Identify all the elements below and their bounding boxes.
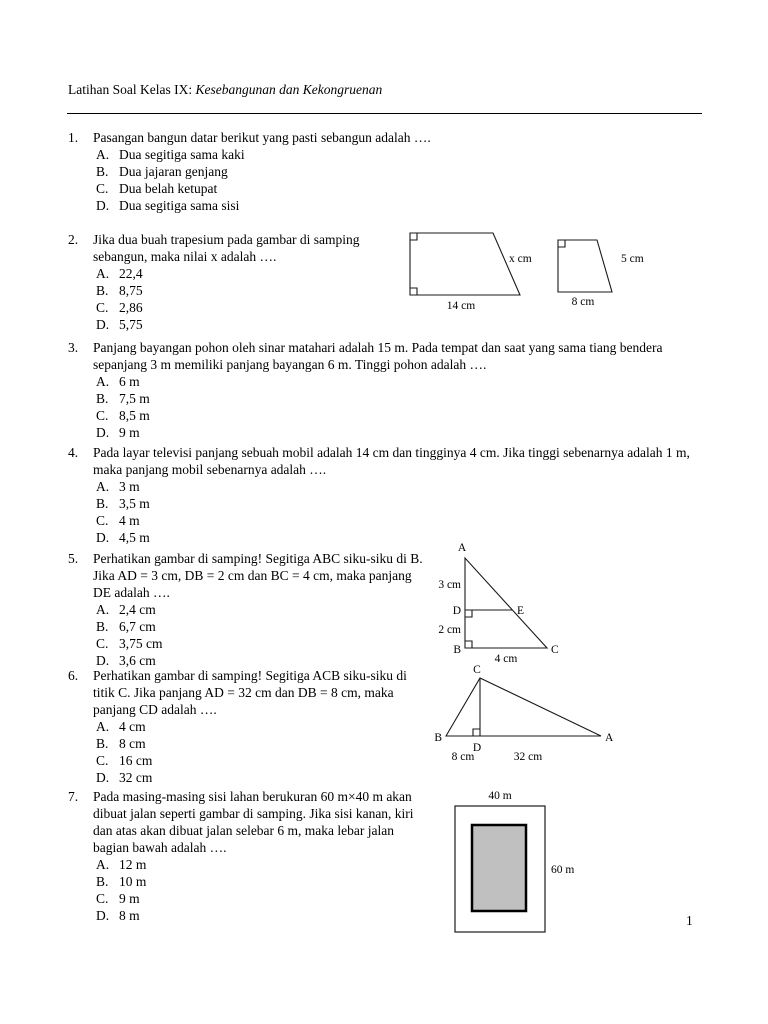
- question-text: Pasangan bangun datar berikut yang pasti sebangun adalah ….: [93, 130, 431, 145]
- option-letter: D.: [96, 530, 110, 545]
- option-b: [96, 735, 430, 752]
- option-text: 32 cm: [119, 770, 153, 785]
- land-width-label: 40 m: [488, 790, 512, 802]
- trapezoid-large-outline: [410, 233, 520, 295]
- options-list: [93, 478, 701, 546]
- document-title: [68, 81, 382, 98]
- option-d: [96, 529, 701, 546]
- question-number: 4.: [68, 445, 79, 460]
- option-text: 8 cm: [119, 736, 146, 751]
- option-c: [96, 635, 430, 652]
- segment-da-label: 32 cm: [513, 751, 543, 763]
- vertex-b-label: B: [453, 644, 461, 656]
- title-prefix: Latihan Soal Kelas IX:: [68, 82, 196, 97]
- option-letter: D.: [96, 425, 110, 440]
- title-topic: Kesebangunan dan Kekongruenan: [195, 82, 383, 97]
- option-letter: A.: [96, 266, 110, 281]
- option-text: Dua segitiga sama sisi: [119, 198, 240, 213]
- question-text: Jika dua buah trapesium pada gambar di samping sebangun, maka nilai x adalah ….: [93, 232, 360, 264]
- question-7: [68, 788, 433, 924]
- option-letter: B.: [96, 164, 109, 179]
- page-number: 1: [686, 913, 693, 928]
- option-d: [96, 424, 701, 441]
- vertex-b-label: B: [434, 732, 442, 744]
- question-body: [93, 667, 430, 786]
- option-letter: B.: [96, 391, 109, 406]
- option-d: [96, 769, 430, 786]
- option-text: 2,86: [119, 300, 143, 315]
- option-text: 9 m: [119, 425, 140, 440]
- figure-triangle-abc: [435, 540, 570, 668]
- question-6: [68, 667, 430, 786]
- segment-db-label: 2 cm: [438, 624, 461, 636]
- question-3: [68, 339, 701, 441]
- options-list: [93, 373, 701, 441]
- option-text: 2,4 cm: [119, 602, 156, 617]
- option-letter: C.: [96, 636, 109, 651]
- question-body: [93, 788, 433, 924]
- options-list: [93, 265, 406, 333]
- figure-triangle-acb: [430, 663, 615, 763]
- option-c: [96, 512, 701, 529]
- option-letter: D.: [96, 317, 110, 332]
- option-a: [96, 478, 701, 495]
- figure-land-plot: [448, 786, 580, 938]
- right-angle-at-d-icon: [465, 610, 472, 617]
- option-text: 6,7 cm: [119, 619, 156, 634]
- option-letter: D.: [96, 198, 110, 213]
- option-text: 4 cm: [119, 719, 146, 734]
- option-text: 10 m: [119, 874, 147, 889]
- option-text: 3,5 m: [119, 496, 150, 511]
- vertex-c-label: C: [473, 664, 481, 676]
- question-text: Perhatikan gambar di samping! Segitiga ACB siku-siku di titik C. Jika panjang AD = 32 cm dan DB = 8 cm, maka panjang CD adalah ….: [93, 668, 407, 717]
- right-angle-at-b-icon: [465, 641, 472, 648]
- vertex-c-label: C: [551, 644, 559, 656]
- option-text: Dua belah ketupat: [119, 181, 218, 196]
- label-base-14: 14 cm: [446, 300, 476, 312]
- figure-trapezoids: [405, 226, 670, 318]
- options-list: [93, 601, 430, 669]
- question-number: 7.: [68, 789, 79, 804]
- option-letter: C.: [96, 753, 109, 768]
- question-body: [93, 339, 701, 441]
- option-b: [96, 618, 430, 635]
- vertex-a-label: A: [605, 732, 614, 744]
- option-c: [96, 299, 406, 316]
- option-letter: C.: [96, 408, 109, 423]
- option-a: [96, 601, 430, 618]
- question-number: 5.: [68, 551, 79, 566]
- vertex-a-label: A: [457, 542, 467, 554]
- option-letter: D.: [96, 908, 110, 923]
- segment-bd-label: 8 cm: [451, 751, 475, 763]
- option-a: [96, 146, 701, 163]
- option-letter: C.: [96, 513, 109, 528]
- option-a: [96, 718, 430, 735]
- question-number: 2.: [68, 232, 79, 247]
- option-text: 9 m: [119, 891, 140, 906]
- option-letter: B.: [96, 619, 109, 634]
- option-letter: C.: [96, 181, 109, 196]
- vertex-e-label: E: [517, 605, 525, 617]
- option-text: 8,5 m: [119, 408, 150, 423]
- question-text: Panjang bayangan pohon oleh sinar matahari adalah 15 m. Pada tempat dan saat yang sama tiang bendera sepanjang 3 m memiliki panjang bayangan 6 m. Tinggi pohon adalah ….: [93, 340, 663, 372]
- option-c: [96, 890, 433, 907]
- option-b: [96, 495, 701, 512]
- trapezoids-svg: [405, 226, 670, 318]
- option-text: 3 m: [119, 479, 140, 494]
- question-body: [93, 550, 430, 669]
- option-text: 4,5 m: [119, 530, 150, 545]
- option-d: [96, 197, 701, 214]
- option-c: [96, 407, 701, 424]
- question-1: [68, 129, 701, 214]
- label-side-5: 5 cm: [621, 253, 644, 265]
- question-number: 1.: [68, 130, 79, 145]
- option-text: 12 m: [119, 857, 147, 872]
- option-text: 7,5 m: [119, 391, 150, 406]
- question-text: Pada masing-masing sisi lahan berukuran 60 m×40 m akan dibuat jalan seperti gambar di samping. Jika sisi kanan, kiri dan atas akan dibuat jalan selebar 6 m, maka lebar jalan bagian bawah adalah ….: [93, 789, 414, 855]
- vertex-d-label: D: [472, 742, 482, 754]
- option-letter: D.: [96, 653, 110, 668]
- option-letter: B.: [96, 283, 109, 298]
- option-text: 22,4: [119, 266, 143, 281]
- option-letter: A.: [96, 374, 110, 389]
- option-letter: D.: [96, 770, 110, 785]
- triangle-abc-svg: [435, 540, 570, 668]
- option-b: [96, 873, 433, 890]
- option-a: [96, 265, 406, 282]
- option-a: [96, 373, 701, 390]
- option-text: 3,6 cm: [119, 653, 156, 668]
- question-number: 3.: [68, 340, 79, 355]
- option-text: 8 m: [119, 908, 140, 923]
- option-c: [96, 752, 430, 769]
- option-letter: C.: [96, 891, 109, 906]
- trapezoid-small-outline: [558, 240, 612, 292]
- land-plot-svg: [448, 786, 580, 938]
- label-x-side: x cm: [509, 253, 532, 265]
- option-text: Dua jajaran genjang: [119, 164, 228, 179]
- header-divider: [67, 113, 702, 114]
- option-letter: A.: [96, 857, 110, 872]
- trapezoid-large-right-angle-top-icon: [410, 233, 417, 240]
- right-angle-at-d-icon: [473, 729, 480, 736]
- option-text: 8,75: [119, 283, 143, 298]
- option-c: [96, 180, 701, 197]
- question-4: [68, 444, 701, 546]
- option-d: [96, 316, 406, 333]
- label-base-8: 8 cm: [571, 296, 595, 308]
- question-text: Perhatikan gambar di samping! Segitiga ABC siku-siku di B. Jika AD = 3 cm, DB = 2 cm dan BC = 4 cm, maka panjang DE adalah ….: [93, 551, 423, 600]
- triangle-abc-outline: [465, 558, 547, 648]
- question-body: [93, 444, 701, 546]
- segment-ad-label: 3 cm: [438, 579, 461, 591]
- triangle-acb-svg: [430, 663, 615, 763]
- vertex-d-label: D: [452, 605, 461, 617]
- option-letter: B.: [96, 496, 109, 511]
- option-text: 6 m: [119, 374, 140, 389]
- question-body: [93, 129, 701, 214]
- option-b: [96, 282, 406, 299]
- option-b: [96, 163, 701, 180]
- trapezoid-large-right-angle-bottom-icon: [410, 288, 417, 295]
- option-letter: A.: [96, 602, 110, 617]
- option-text: Dua segitiga sama kaki: [119, 147, 245, 162]
- option-b: [96, 390, 701, 407]
- option-letter: A.: [96, 147, 110, 162]
- option-text: 3,75 cm: [119, 636, 163, 651]
- option-a: [96, 856, 433, 873]
- option-letter: C.: [96, 300, 109, 315]
- options-list: [93, 856, 433, 924]
- question-body: [93, 231, 406, 333]
- option-letter: A.: [96, 719, 110, 734]
- question-text: Pada layar televisi panjang sebuah mobil adalah 14 cm dan tingginya 4 cm. Jika tinggi sebenarnya adalah 1 m, maka panjang mobil sebenarnya adalah ….: [93, 445, 690, 477]
- option-letter: A.: [96, 479, 110, 494]
- land-inner-rect: [472, 825, 526, 911]
- option-d: [96, 907, 433, 924]
- option-text: 5,75: [119, 317, 143, 332]
- options-list: [93, 718, 430, 786]
- options-list: [93, 146, 701, 214]
- trapezoid-small-right-angle-top-icon: [558, 240, 565, 247]
- question-5: [68, 550, 430, 669]
- option-letter: B.: [96, 874, 109, 889]
- question-2: [68, 231, 406, 333]
- triangle-acb-outline: [446, 678, 601, 736]
- option-text: 16 cm: [119, 753, 153, 768]
- segment-bc-label: 4 cm: [494, 653, 518, 665]
- land-height-label: 60 m: [551, 864, 575, 876]
- question-number: 6.: [68, 668, 79, 683]
- option-letter: B.: [96, 736, 109, 751]
- option-text: 4 m: [119, 513, 140, 528]
